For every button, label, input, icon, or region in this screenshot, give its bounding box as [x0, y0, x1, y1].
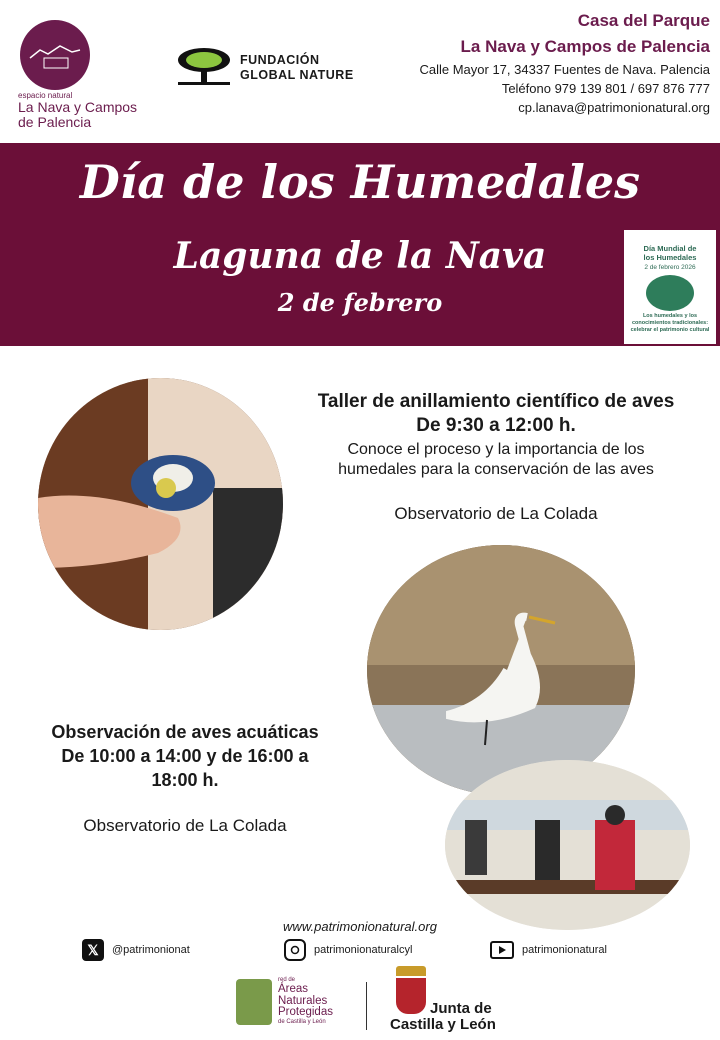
website-link[interactable]: www.patrimonionatural.org [283, 919, 437, 934]
anp-small: red de [278, 977, 296, 983]
fundacion-line-1: FUNDACIÓN [240, 53, 320, 67]
x-social-link[interactable] [82, 937, 190, 963]
tree-icon [174, 46, 234, 90]
anp-emblem [236, 979, 272, 1025]
anp-name-line-1: Áreas [278, 983, 309, 995]
activity-description-line-1: Conoce el proceso y la importancia de los [347, 441, 645, 458]
casa-subtitle: La Nava y Campos de Palencia [460, 37, 710, 56]
activity-title: Observación de aves acuáticas [51, 722, 319, 742]
activity-time-line-2: 18:00 h. [151, 770, 219, 790]
wetlands-emblem-icon [646, 275, 694, 311]
x-handle: @patrimonionat [112, 944, 190, 956]
junta-line-2: Castilla y León [390, 1016, 496, 1033]
activity-time-line-1: De 10:00 a 14:00 y de 16:00 a [61, 746, 309, 766]
instagram-social-link[interactable] [284, 937, 412, 963]
espacio-natural-small: espacio natural [18, 91, 73, 100]
fundacion-name [240, 53, 354, 83]
badge-title [624, 244, 716, 262]
espacio-name-line-1: La Nava y Campos [18, 99, 138, 115]
badge-title-line-1: Día Mundial de [643, 244, 697, 253]
world-wetlands-day-badge [624, 230, 716, 344]
espacio-name-line-2: de Palencia [18, 114, 92, 130]
activity-location: Observatorio de La Colada [83, 816, 287, 835]
title-banner [0, 143, 720, 346]
activity-description-line-2: humedales para la conservación de las aves [338, 461, 654, 478]
youtube-social-link[interactable] [490, 937, 607, 963]
fundacion-global-nature-logo [174, 46, 374, 96]
anp-name [278, 984, 333, 1019]
anp-sub: de Castilla y León [278, 1019, 326, 1025]
phone: Teléfono 979 139 801 / 697 876 777 [501, 81, 710, 96]
event-location: Laguna de la Nava [173, 235, 547, 277]
activity-time: De 9:30 a 12:00 h. [416, 415, 576, 436]
bird-in-hand-photo [38, 378, 283, 630]
badge-date: 2 de febrero 2026 [644, 264, 696, 271]
casa-title: Casa del Parque [577, 11, 710, 30]
email-link[interactable]: cp.lanava@patrimonionatural.org [518, 100, 710, 115]
address: Calle Mayor 17, 34337 Fuentes de Nava. Palencia [419, 62, 710, 77]
youtube-handle: patrimonionatural [522, 944, 607, 956]
badge-slogan: Los humedales y los conocimientos tradicionales: celebrar el patrimonio cultural [630, 313, 710, 333]
footer-divider [366, 982, 367, 1030]
anp-name-line-3: Protegidas [278, 1006, 333, 1018]
espacio-natural-name [18, 100, 137, 130]
great-egret-photo [367, 545, 635, 795]
contact-block [419, 8, 710, 117]
junta-line-1: Junta de [430, 1000, 492, 1017]
instagram-handle: patrimonionaturalcyl [314, 944, 413, 956]
activity-taller [276, 390, 716, 524]
observatory-birdwatchers-photo [445, 760, 690, 930]
areas-naturales-protegidas-logo [236, 975, 376, 1031]
activity-title: Taller de anillamiento científico de aves [317, 391, 675, 412]
instagram-icon [284, 939, 306, 961]
activity-observacion [20, 720, 350, 836]
espacio-natural-logo [8, 6, 168, 136]
event-date: 2 de febrero [277, 288, 443, 317]
anp-name-line-2: Naturales [278, 994, 328, 1007]
badge-title-line-2: los Humedales [643, 253, 697, 262]
activity-description [276, 440, 716, 480]
coat-of-arms-icon [396, 978, 426, 1014]
espacio-natural-emblem [20, 20, 90, 90]
youtube-icon [490, 941, 514, 959]
activity-location: Observatorio de La Colada [394, 504, 598, 523]
crown-icon [396, 966, 426, 976]
x-icon: 𝕏 [82, 939, 104, 961]
junta-castilla-leon-logo [390, 966, 510, 1036]
event-title: Día de los Humedales [79, 155, 641, 209]
fundacion-line-2: GLOBAL NATURE [240, 68, 354, 82]
